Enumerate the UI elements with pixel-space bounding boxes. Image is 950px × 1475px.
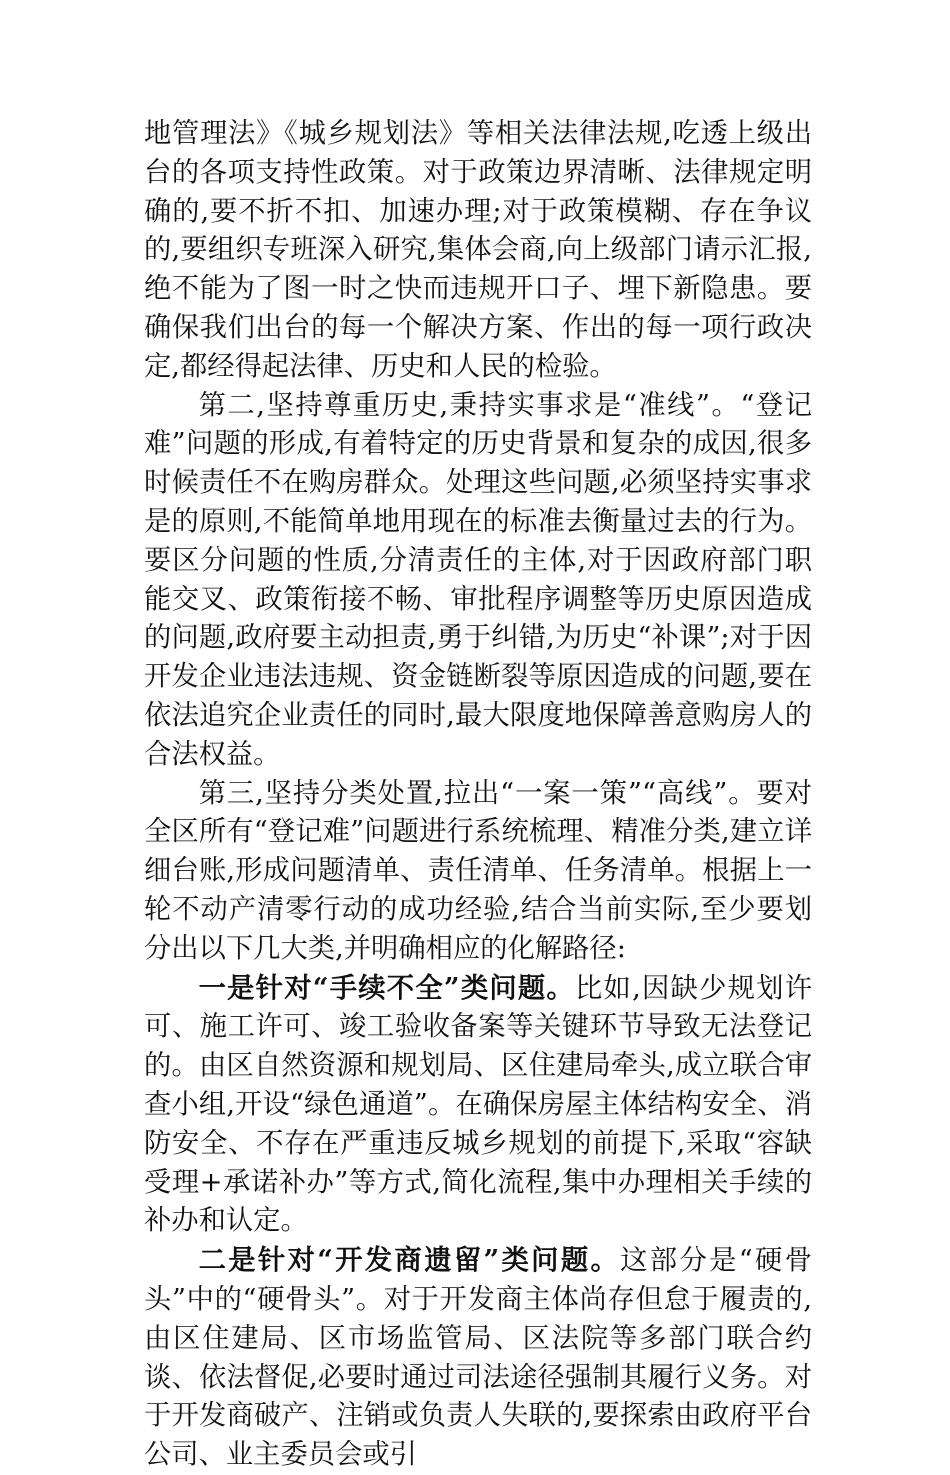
document-body xyxy=(144,115,812,1475)
paragraph-lead-heading: 一是针对“手续不全”类问题。 xyxy=(198,971,575,1004)
paragraph-category-two xyxy=(144,1241,812,1475)
paragraph-third-principle xyxy=(144,775,812,969)
paragraph-text: 这部分是“硬骨头”中的“硬骨头”。对于开发商主体尚存但怠于履责的,由区住建局、区市场监管局、区法院等多部门联合约谈、依法督促,必要时通过司法途径强制其履行义务。对于开发商破产、注销或负责人失联的,要探索由政府平台公司、业主委员会或引 xyxy=(144,1245,812,1471)
paragraph-text: 第二,坚持尊重历史,秉持实事求是“准线”。“登记难”问题的形成,有着特定的历史背景和复杂的成因,很多时候责任不在购房群众。处理这些问题,必须坚持实事求是的原则,不能简单地用现在的标准去衡量过去的行为。要区分问题的性质,分清责任的主体,对于因政府部门职能交叉、政策衔接不畅、审批程序调整等历史原因造成的问题,政府要主动担责,勇于纠错,为历史“补课”;对于因开发企业违法违规、资金链断裂等原因造成的问题,要在依法追究企业责任的同时,最大限度地保障善意购房人的合法权益。 xyxy=(144,389,812,770)
paragraph-lead-heading: 二是针对“开发商遗留”类问题。 xyxy=(198,1244,621,1277)
paragraph-law-continuation xyxy=(144,115,812,387)
paragraph-text: 第三,坚持分类处置,拉出“一案一策”“高线”。要对全区所有“登记难”问题进行系统梳理、精准分类,建立详细台账,形成问题清单、责任清单、任务清单。根据上一轮不动产清零行动的成功经验,结合当前实际,至少要划分出以下几大类,并明确相应的化解路径: xyxy=(144,777,812,964)
paragraph-text: 地管理法》《城乡规划法》等相关法律法规,吃透上级出台的各项支持性政策。对于政策边界清晰、法律规定明确的,要不折不扣、加速办理;对于政策模糊、存在争议的,要组织专班深入研究,集体会商,向上级部门请示汇报,绝不能为了图一时之快而违规开口子、埋下新隐患。要确保我们出台的每一个解决方案、作出的每一项行政决定,都经得起法律、历史和人民的检验。 xyxy=(144,118,812,382)
paragraph-text: 比如,因缺少规划许可、施工许可、竣工验收备案等关键环节导致无法登记的。由区自然资源和规划局、区住建局牵头,成立联合审查小组,开设“绿色通道”。在确保房屋主体结构安全、消防安全、不存在严重违反城乡规划的前提下,采取“容缺受理+承诺补办”等方式,简化流程,集中办理相关手续的补办和认定。 xyxy=(144,972,812,1237)
paragraph-category-one xyxy=(144,969,812,1242)
paragraph-second-principle xyxy=(144,387,812,775)
